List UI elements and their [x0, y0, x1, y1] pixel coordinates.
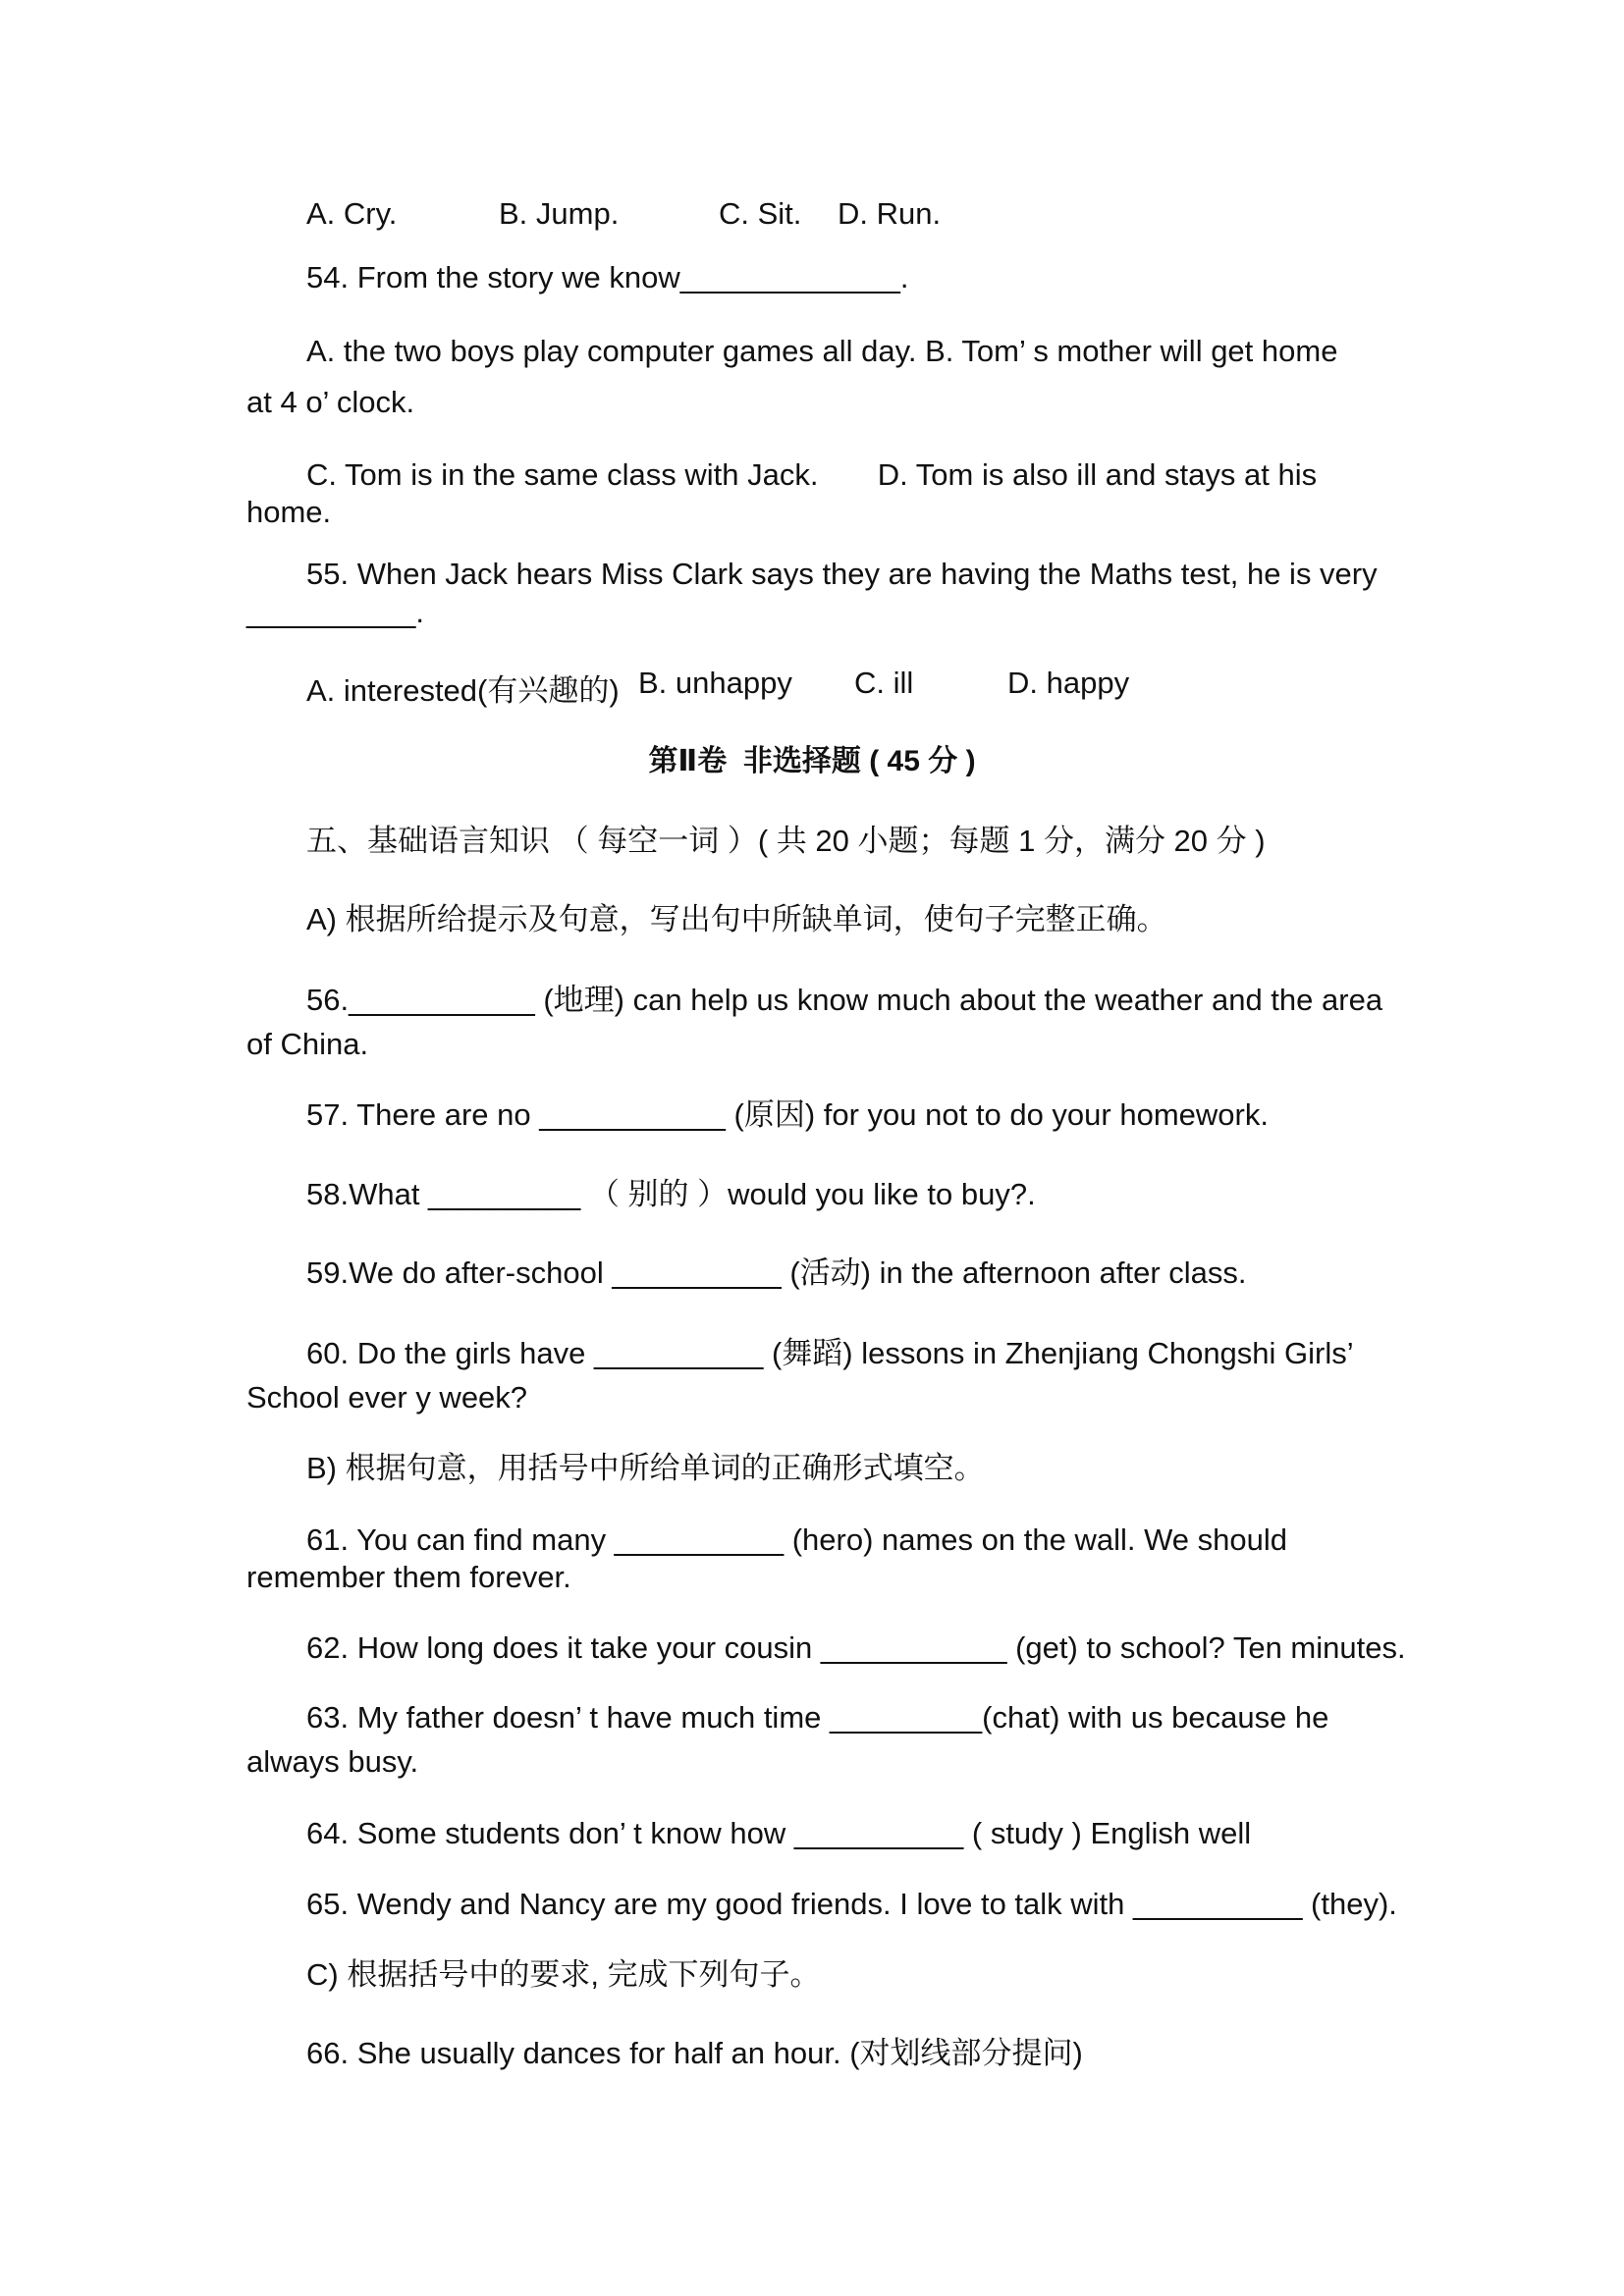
question-60-cont: School ever y week? [246, 1380, 528, 1415]
question-58: 58.What _________ （ 别的 ）would you like to buy?. [306, 1177, 1036, 1211]
part-b-instruction: B) 根据句意，用括号中所给单词的正确形式填空。 [306, 1451, 985, 1485]
q54-option-cd-cont: home. [246, 495, 332, 529]
part-c-instruction: C) 根据括号中的要求, 完成下列句子。 [306, 1957, 821, 1992]
question-56: 56.___________ (地理) can help us know much about the weather and the area [306, 983, 1383, 1017]
q55-option-d: D. happy [1007, 666, 1130, 700]
q55-stem: 55. When Jack hears Miss Clark says they are having the Maths test, he is very [306, 557, 1378, 591]
question-63: 63. My father doesn’ t have much time _________(chat) with us because he [306, 1700, 1329, 1735]
q53-option-b: B. Jump. [499, 196, 620, 231]
question-60: 60. Do the girls have __________ (舞蹈) lessons in Zhenjiang Chongshi Girls’ [306, 1336, 1354, 1370]
question-59: 59.We do after-school __________ (活动) in the afternoon after class. [306, 1255, 1247, 1290]
question-64: 64. Some students don’ t know how __________ ( study ) English well [306, 1816, 1252, 1850]
q53-option-a: A. Cry. [306, 196, 398, 231]
section-title: 第Ⅱ卷 非选择题 ( 45 分 ) [648, 745, 976, 777]
question-56-cont: of China. [246, 1027, 369, 1061]
q54-option-ab-cont: at 4 o’ clock. [246, 385, 415, 419]
q54-option-ab: A. the two boys play computer games all day. B. Tom’ s mother will get home [306, 334, 1338, 368]
question-65: 65. Wendy and Nancy are my good friends. I love to talk with __________ (they). [306, 1887, 1397, 1921]
question-61: 61. You can find many __________ (hero) names on the wall. We should [306, 1522, 1287, 1557]
q53-option-c: C. Sit. [719, 196, 802, 231]
question-61-cont: remember them forever. [246, 1560, 571, 1594]
question-63-cont: always busy. [246, 1744, 419, 1779]
question-66: 66. She usually dances for half an hour. (对划线部分提问) [306, 2036, 1083, 2070]
q53-option-d: D. Run. [838, 196, 942, 231]
question-62: 62. How long does it take your cousin ___________ (get) to school? Ten minutes. [306, 1630, 1406, 1665]
q55-option-c: C. ill [854, 666, 914, 700]
q55-option-b: B. unhappy [638, 666, 792, 700]
q54-stem: 54. From the story we know_____________. [306, 260, 909, 294]
q55-option-a: A. interested(有兴趣的) [306, 673, 620, 708]
question-57: 57. There are no ___________ (原因) for you not to do your homework. [306, 1097, 1269, 1132]
part-five-title: 五、基础语言知识 （ 每空一词 ）( 共 20 小题；每题 1 分，满分 20 分 ) [306, 824, 1266, 858]
q54-option-cd: C. Tom is in the same class with Jack. D. Tom is also ill and stays at his [306, 457, 1318, 492]
q55-stem-cont: __________. [246, 595, 425, 629]
part-a-instruction: A) 根据所给提示及句意，写出句中所缺单词，使句子完整正确。 [306, 902, 1167, 936]
